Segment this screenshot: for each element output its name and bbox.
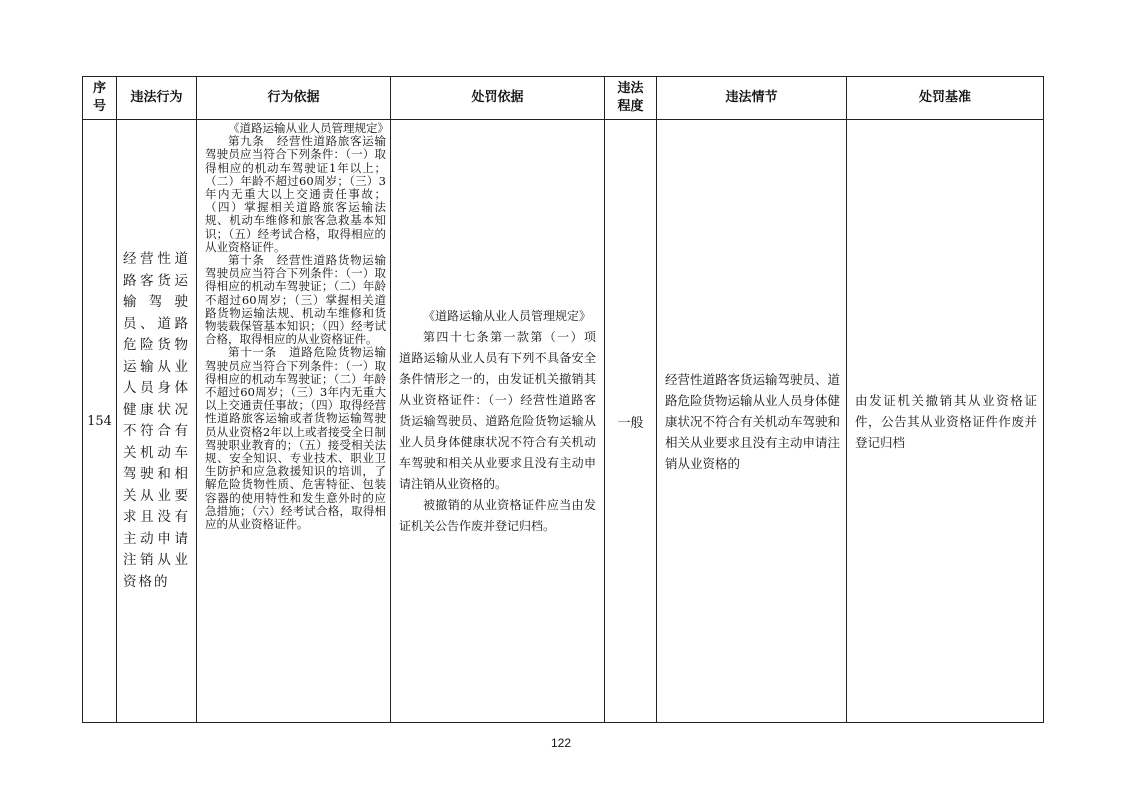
cell-behavior: 经营性道路客货运输驾驶员、道路危险货物运输从业人员身体健康状况不符合有关机动车驾驶和相关从业要求且没有主动申请注销从业资格的 xyxy=(117,120,197,723)
penalty-paragraph: 《道路运输从业人员管理规定》 xyxy=(423,308,592,323)
cell-seq: 154 xyxy=(83,120,117,723)
page-number: 122 xyxy=(550,736,572,750)
penalty-paragraph: 被撤销的从业资格证件应当由发证机关公告作废并登记归档。 xyxy=(399,497,596,533)
header-behavior: 违法行为 xyxy=(117,77,197,120)
header-circumstance: 违法情节 xyxy=(657,77,847,120)
table-row xyxy=(83,120,1044,723)
header-benchmark: 处罚基准 xyxy=(847,77,1044,120)
header-penalty-basis: 处罚依据 xyxy=(391,77,605,120)
header-degree: 违法程度 xyxy=(605,77,657,120)
cell-circumstance: 经营性道路客货运输驾驶员、道路危险货物运输从业人员身体健康状况不符合有关机动车驾驶和相关从业要求且没有主动申请注销从业资格的 xyxy=(657,120,847,723)
cell-behavior-basis xyxy=(197,120,391,723)
header-behavior-basis: 行为依据 xyxy=(197,77,391,120)
cell-benchmark: 由发证机关撤销其从业资格证件，公告其从业资格证件作废并登记归档 xyxy=(847,120,1044,723)
violation-table xyxy=(82,76,1044,723)
header-row xyxy=(83,77,1044,120)
cell-degree: 一般 xyxy=(605,120,657,723)
basis-paragraph: 第九条 经营性道路旅客运输驾驶员应当符合下列条件：（一）取得相应的机动车驾驶证1年以上；（二）年龄不超过60周岁；（三）3年内无重大以上交通责任事故；（四）掌握相关道路旅客运输法规、机动车维修和旅客急救基本知识；（五）经考试合格，取得相应的从业资格证件。 xyxy=(205,134,386,254)
basis-paragraph: 《道路运输从业人员管理规定》 xyxy=(228,121,389,135)
cell-penalty-basis xyxy=(391,120,609,723)
penalty-paragraph: 第四十七条第一款第（一）项 道路运输从业人员有下列不具备安全条件情形之一的，由发证机关撤销其从业资格证件：（一）经营性道路客货运输驾驶员、道路危险货物运输从业人员身体健康状况不符合有关机动车驾驶和相关从业要求且没有主动申请注销从业资格的。 xyxy=(399,329,609,491)
header-seq: 序号 xyxy=(83,77,117,120)
basis-paragraph: 第十一条 道路危险货物运输驾驶员应当符合下列条件：（一）取得相应的机动车驾驶证；（二）年龄不超过60周岁；（三）3年内无重大以上交通责任事故；（四）取得经营性道路旅客运输或者货物运输驾驶员从业资格2年以上或者接受全日制驾驶职业教育的；（五）接受相关法规、安全知识、专业技术、职业卫生防护和应急救援知识的培训，了解危险货物性质、危害特征、包装容器的使用特性和发生意外时的应急措施；（六）经考试合格，取得相应的从业资格证件。 xyxy=(205,345,386,532)
basis-paragraph: 第十条 经营性道路货物运输驾驶员应当符合下列条件：（一）取得相应的机动车驾驶证；（二）年龄不超过60周岁；（三）掌握相关道路货物运输法规、机动车维修和货物装载保管基本知识；（四）经考试合格，取得相应的从业资格证件。 xyxy=(205,253,386,347)
